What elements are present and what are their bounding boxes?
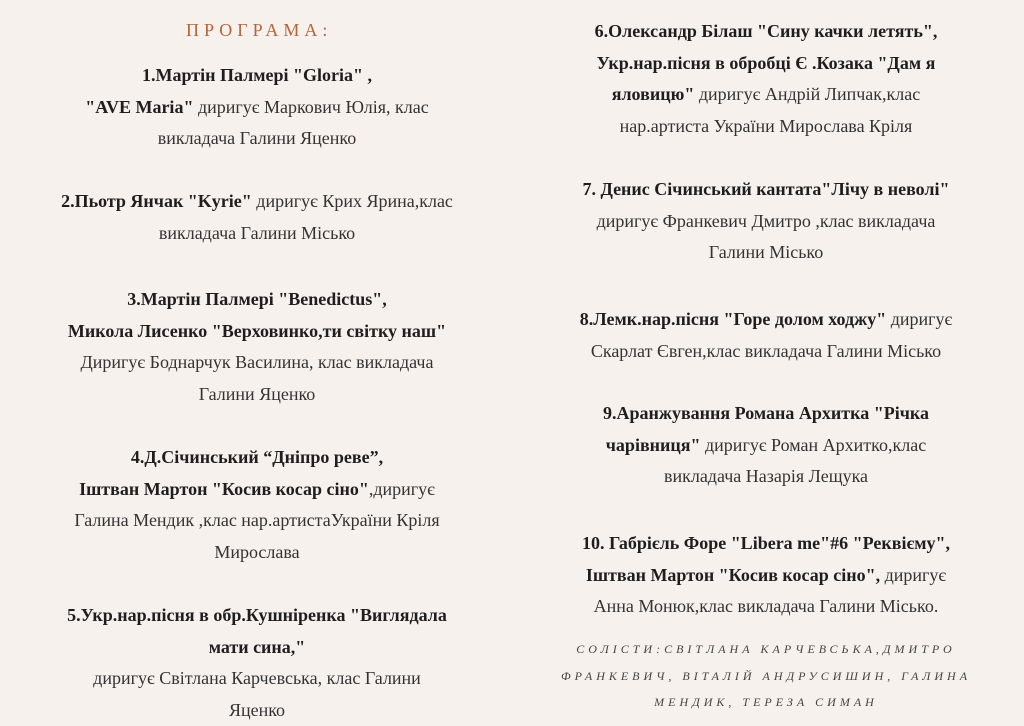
program-item	[516, 398, 1016, 493]
program-item-line	[516, 336, 1016, 368]
soloists-list	[516, 636, 1016, 716]
conductor-text: Мирослава	[214, 542, 299, 562]
program-item-line	[516, 430, 1016, 462]
program-item-line	[8, 60, 506, 92]
program-item	[8, 186, 506, 249]
soloists-line: ФРАНКЕВИЧ, ВІТАЛІЙ АНДРУСИШИН, ГАЛИНА	[516, 663, 1016, 690]
program-item	[516, 304, 1016, 367]
work-title-text: 3.Мартін Палмері "Benedictus",	[127, 289, 387, 309]
work-title-text: Іштван Мартон "Косив косар сіно"	[79, 479, 369, 499]
program-item-line	[516, 237, 1016, 269]
program-item-line	[8, 663, 506, 695]
conductor-text: нар.артиста України Мирослава Кріля	[620, 116, 913, 136]
program-item-line	[516, 48, 1016, 80]
conductor-text: викладача Галини Яценко	[158, 128, 356, 148]
conductor-text: викладача Назарія Лещука	[664, 466, 868, 486]
conductor-text: диригує Світлана Карчевська, клас Галини	[93, 668, 421, 688]
work-title-text: 4.Д.Січинський “Дніпро реве”,	[131, 447, 383, 467]
conductor-text: ,диригує	[369, 479, 435, 499]
program-item	[516, 174, 1016, 269]
work-title-text: 7. Денис Січинський кантата"Лічу в неволі"	[582, 179, 949, 199]
conductor-text: диригує	[880, 565, 946, 585]
program-item-line	[516, 174, 1016, 206]
work-title-text: 5.Укр.нар.пісня в обр.Кушніренка "Виглядала	[67, 605, 447, 625]
conductor-text: Галина Мендик ,клас нар.артистаУкраїни Кріля	[74, 510, 439, 530]
work-title-text: 8.Лемк.нар.пісня "Горе долом ходжу"	[580, 309, 886, 329]
program-item-line	[516, 111, 1016, 143]
program-item-line	[516, 461, 1016, 493]
program-item	[516, 528, 1016, 623]
program-item-line	[516, 591, 1016, 623]
work-title-text: Микола Лисенко "Верховинко,ти світку наш"	[68, 321, 446, 341]
program-item-line	[8, 474, 506, 506]
program-item-line	[8, 316, 506, 348]
program-item	[516, 16, 1016, 142]
conductor-text: диригує Франкевич Дмитро ,клас викладача	[597, 211, 936, 231]
program-item-line	[8, 505, 506, 537]
program-item-line	[8, 123, 506, 155]
program-item-line	[8, 92, 506, 124]
program-item-line	[516, 560, 1016, 592]
conductor-text: викладача Галини Місько	[159, 223, 355, 243]
work-title-text: 6.Олександр Білаш "Сину качки летять",	[595, 21, 938, 41]
program-item-line	[8, 218, 506, 250]
work-title-text: яловицю"	[612, 84, 695, 104]
program-item-line	[516, 79, 1016, 111]
program-item-line	[8, 347, 506, 379]
conductor-text: диригує	[886, 309, 952, 329]
work-title-text: 2.Пьотр Янчак "Kyrie"	[61, 191, 252, 211]
work-title-text: Укр.нар.пісня в обробці Є .Козака "Дам я	[597, 53, 936, 73]
soloists-line: МЕНДИК, ТЕРЕЗА СИМАН	[516, 689, 1016, 716]
program-item-line	[8, 537, 506, 569]
soloists-line: СОЛІСТИ:СВІТЛАНА КАРЧЕВСЬКА,ДМИТРО	[516, 636, 1016, 663]
program-item-line	[516, 206, 1016, 238]
program-item	[8, 60, 506, 155]
conductor-text: Анна Монюк,клас викладача Галини Місько.	[594, 596, 939, 616]
conductor-text: Скарлат Євген,клас викладача Галини Місько	[591, 341, 941, 361]
work-title-text: 9.Аранжування Романа Архитка "Річка	[603, 403, 929, 423]
program-item-line	[516, 528, 1016, 560]
work-title-text: мати сина,"	[209, 637, 306, 657]
program-item	[8, 442, 506, 568]
program-item-line	[8, 442, 506, 474]
program-item-line	[8, 632, 506, 664]
program-item-line	[8, 284, 506, 316]
conductor-text: Диригує Боднарчук Василина, клас викладача	[81, 352, 434, 372]
program-item-line	[516, 398, 1016, 430]
conductor-text: диригує Роман Архитко,клас	[701, 435, 927, 455]
work-title-text: чарівниця"	[606, 435, 701, 455]
program-item-line	[8, 695, 506, 726]
conductor-text: диригує Маркович Юлія, клас	[193, 97, 428, 117]
program-item-line	[8, 600, 506, 632]
program-item	[8, 284, 506, 410]
work-title-text: Іштван Мартон "Косив косар сіно",	[586, 565, 880, 585]
program-item-line	[516, 304, 1016, 336]
conductor-text: Галини Місько	[709, 242, 824, 262]
program-item-line	[8, 186, 506, 218]
work-title-text: "AVE Maria"	[85, 97, 193, 117]
conductor-text: Галини Яценко	[199, 384, 316, 404]
work-title-text: 1.Мартін Палмері "Gloria" ,	[142, 65, 372, 85]
conductor-text: диригує Крих Ярина,клас	[252, 191, 453, 211]
program-item-line	[516, 16, 1016, 48]
conductor-text: Яценко	[229, 700, 285, 720]
conductor-text: диригує Андрій Липчак,клас	[694, 84, 920, 104]
program-item	[8, 600, 506, 726]
program-item-line	[8, 379, 506, 411]
program-title: ПРОГРАМА:	[186, 20, 332, 41]
work-title-text: 10. Габрієль Форе "Libera me"#6 "Реквієму",	[582, 533, 950, 553]
